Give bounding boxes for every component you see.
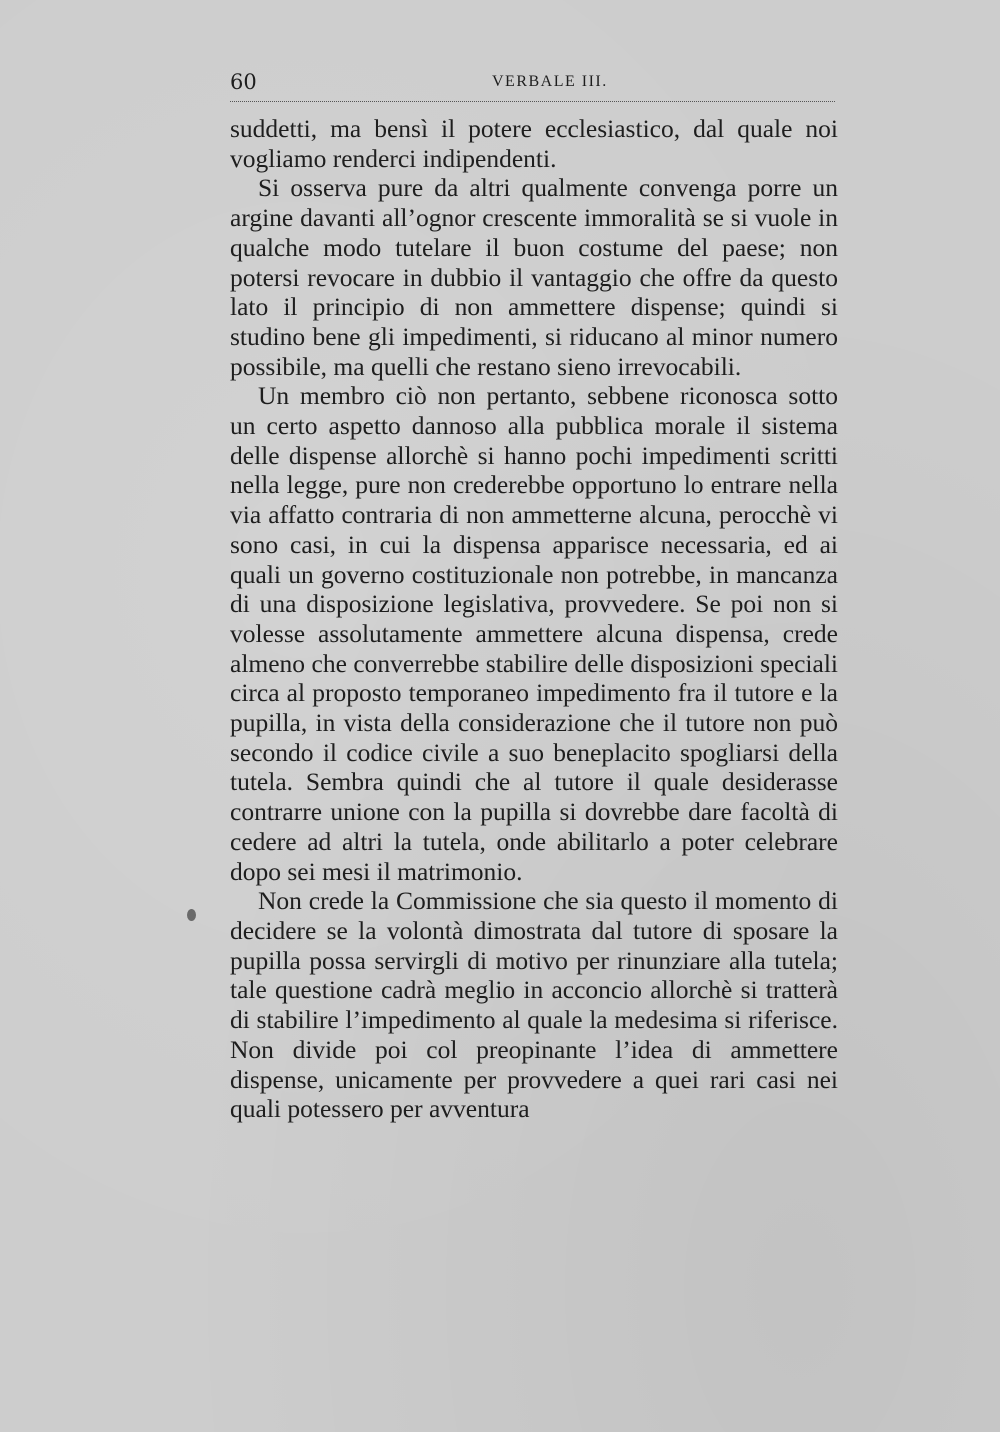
ink-spot bbox=[187, 909, 196, 921]
running-head bbox=[230, 70, 835, 102]
paragraph: suddetti, ma bensì il potere ecclesiastico, dal quale noi vogliamo renderci indipendenti. bbox=[230, 114, 838, 173]
header-divider bbox=[230, 101, 835, 102]
body-text bbox=[230, 114, 838, 1124]
page-number: 60 bbox=[230, 70, 257, 94]
paragraph: Un membro ciò non pertanto, sebbene riconosca sotto un certo aspetto dannoso alla pubblica morale il sistema delle dispense allorchè si hanno pochi impedimenti scritti nella legge, pure non crederebbe opportuno lo entrare nella via affatto contraria di non ammetterne alcuna, perocchè vi sono casi, in cui la dispensa apparisce necessaria, ed ai quali un governo costituzionale non potrebbe, in mancanza di una disposizione legislativa, provvedere. Se poi non si volesse assolutamente ammettere alcuna dispensa, crede almeno che converrebbe stabilire delle disposizioni speciali circa al proposto temporaneo impedimento fra il tutore e la pupilla, in vista della considerazione che il tutore non può secondo il codice civile a suo beneplacito spogliarsi della tutela. Sembra quindi che al tutore il quale desiderasse contrarre unione con la pupilla si dovrebbe dare facoltà di cedere ad altri la tutela, onde abilitarlo a poter celebrare dopo sei mesi il matrimonio. bbox=[230, 381, 838, 886]
paragraph: Non crede la Commissione che sia questo il momento di decidere se la volontà dimostrata dal tutore di sposare la pupilla possa servirgli di motivo per rinunziare alla tutela; tale questione cadrà meglio in acconcio allorchè si tratterà di stabilire l’impedimento al quale la medesima si riferisce. Non divide poi col preopinante l’idea di ammettere dispense, unicamente per provvedere a quei rari casi nei quali potessero per avventura bbox=[230, 886, 838, 1124]
running-title: VERBALE III. bbox=[492, 73, 608, 90]
paragraph: Si osserva pure da altri qualmente convenga porre un argine davanti all’ognor crescente immoralità se si vuole in qualche modo tutelare il buon costume del paese; non potersi revocare in dubbio il vantaggio che offre da questo lato il principio di non ammettere dispense; quindi si studino bene gli impedimenti, si riducano al minor numero possibile, ma quelli che restano sieno irrevocabili. bbox=[230, 173, 838, 381]
